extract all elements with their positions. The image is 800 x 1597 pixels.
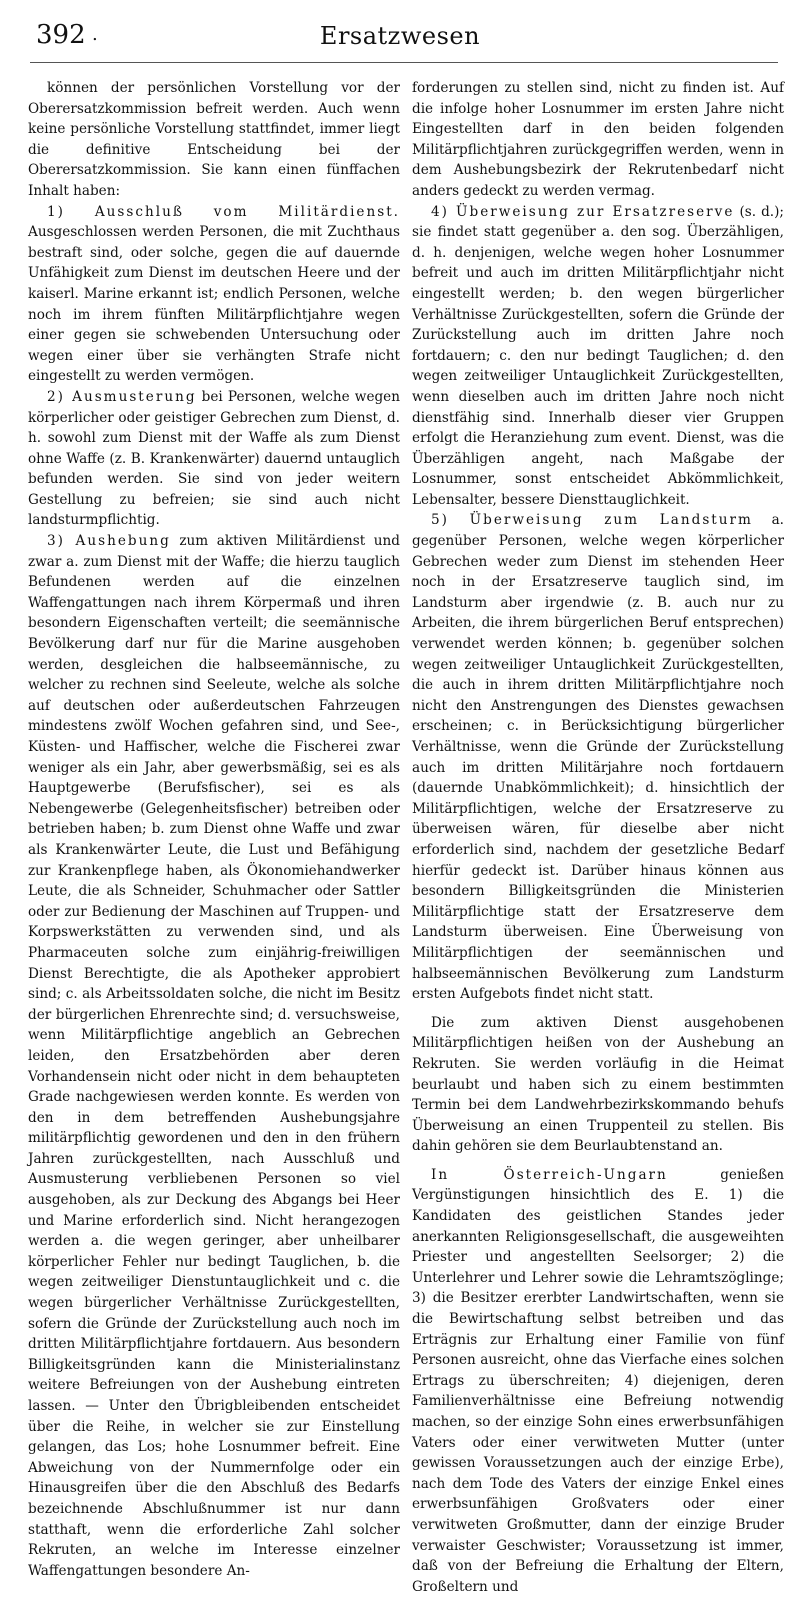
paragraph-r4 — [412, 1013, 784, 1157]
paragraph-label: 2) Ausmusterung — [47, 388, 197, 405]
paragraph-r3 — [412, 510, 784, 1004]
paragraph-r5 — [412, 1165, 784, 1597]
page-number: 392 — [36, 20, 86, 50]
paragraph-text: (s. d.); sie findet statt gegenüber a. den sog. Überzähligen, d. h. denjenigen, welche wegen hoher Losnummer befreit und auch im dritten Militärpflichtjahr nicht eingestellt werden; b. den wegen bürgerlicher Verhältnisse Zurückgestellten, sofern die Gründe der Zurückstellung auch im dritten Jahre noch fortdauern; c. den nur bedingt Tauglichen; d. den wegen zeitweiliger Untauglichkeit Zurückgestellten, wenn dieselben auch im dritten Jahre noch nicht dienstfähig sind. Innerhalb dieser vier Gruppen erfolgt die Heranziehung zum event. Dienst, was die Überzähligen angeht, nach Maßgabe der Losnummer, sonst entscheidet Abkömmlichkeit, Lebensalter, bessere Diensttauglichkeit. — [412, 203, 784, 508]
paragraph-l4 — [28, 531, 400, 1581]
paragraph-l2 — [28, 202, 400, 387]
paragraph-text: können der persönlichen Vorstellung vor der Oberersatzkommission befreit werden. Auch wenn keine persönliche Vorstellung stattfindet, immer liegt die definitive Entscheidung bei der Oberersatzkommission. Sie kann einen fünffachen Inhalt haben: — [28, 80, 400, 199]
paragraph-label: 4) Überweisung zur Ersatzreserve — [431, 203, 735, 220]
paragraph-text: a. gegenüber Personen, welche wegen körperlicher Gebrechen weder zum Dienst im stehenden Heer noch in der Ersatzreserve tauglich sind, im Landsturm aber irgendwie (z. B. auch nur zu Arbeiten, die ihrem bürgerlichen Beruf entsprechen) verwendet werden können; b. gegenüber solchen wegen zeitweiliger Untauglichkeit Zurückgestellten, die auch in ihrem dritten Militärpflichtjahre noch nicht den Anstrengungen des Dienstes gewachsen erscheinen; c. in Berücksichtigung bürgerlicher Verhältnisse, wenn die Gründe der Zurückstellung auch im dritten Militärjahre noch fortdauern (dauernde Unabkömmlichkeit); d. hinsichtlich der Militärpflichtigen, welche der Ersatzreserve zu überweisen wären, für dieselbe aber nicht erforderlich sind, nachdem der gesetzliche Bedarf hierfür gedeckt ist. Darüber hinaus können aus besondern Billigkeitsgründen die Ministerien Militärpflichtige statt der Ersatzreserve dem Landsturm überweisen. Eine Überweisung von Militärpflichtigen der seemännischen und halbseemännischen Bevölkerung zum Landsturm ersten Aufgebots findet nicht statt. — [412, 512, 785, 1003]
paragraph-label: 5) Überweisung zum Landsturm — [431, 512, 753, 529]
left-column — [28, 78, 400, 1579]
paragraph-text: Die zum aktiven Dienst ausgehobenen Militärpflichtigen heißen von der Aushebung an Rekruten. Sie werden vorläufig in die Heimat beurlaubt und haben sich zu einem bestimmten Termin bei dem Landwehrbezirkskommando behufs Überweisung an einen Truppenteil zu stellen. Bis dahin gehören sie dem Beurlaubtenstand an. — [412, 1014, 784, 1155]
paragraph-label: 3) Aushebung — [47, 533, 171, 550]
paragraph-l1 — [28, 78, 400, 202]
paragraph-text: bei Personen, welche wegen körperlicher oder geistiger Gebrechen zum Dienst, d. h. sowohl zum Dienst mit der Waffe als zum Dienst ohne Waffe (z. B. Krankenwärter) dauernd untauglich befunden werden. Sie sind von jeder weitern Gestellung zu befreien; sie sind auch nicht landsturmpflichtig. — [28, 388, 400, 529]
paragraph-label: In Österreich-Ungarn — [431, 1166, 668, 1183]
right-column — [412, 78, 785, 1595]
paragraph-r1 — [412, 78, 784, 202]
paragraph-label: 1) Ausschluß vom Militärdienst. — [47, 203, 400, 220]
page-header — [0, 0, 800, 60]
paragraph-text: Ausgeschlossen werden Personen, die mit Zuchthaus bestraft sind, oder solche, gegen die auf dauernde Unfähigkeit zum Dienst im deutschen Heere und der kaiserl. Marine erkannt ist; endlich Personen, welche noch im ihrem fünften Militärpflichtjahre wegen einer gegen sie schwebenden Untersuchung oder wegen einer über sie verhängten Strafe nicht eingestellt zu werden vermögen. — [28, 224, 400, 385]
header-rule — [30, 62, 778, 63]
paragraph-r2 — [412, 202, 784, 511]
paragraph-text: genießen Vergünstigungen hinsichtlich des E. 1) die Kandidaten des geistlichen Standes jeder anerkannten Religionsgesellschaft, die ausgeweihten Priester und angestellten Seelsorger; 2) die Unterlehrer und Lehrer sowie die Lehramtszöglinge; 3) die Besitzer ererbter Landwirtschaften, wenn sie die Bewirtschaftung selbst betreiben und das Erträgnis zur Erhaltung einer Familie von fünf Personen ausreicht, ohne das Vierfache eines solchen Ertrags zu überschreiten; 4) diejenigen, deren Familienverhältnisse eine Befreiung notwendig machen, so der einzige Sohn eines erwerbsunfähigen Vaters oder einer verwitweten Mutter (unter gewissen Voraussetzungen auch der einzige Erbe), nach dem Tode des Vaters der einzige Enkel eines erwerbsunfähigen Großvaters oder einer verwitweten Großmutter, dann der einzige Bruder verwaister Geschwister; Voraussetzung ist immer, daß von der Befreiung die Erhaltung der Eltern, Großeltern und — [412, 1166, 784, 1595]
header-dot: . — [92, 24, 98, 45]
paragraph-l3 — [28, 387, 400, 531]
running-title: Ersatzwesen — [319, 22, 481, 50]
paragraph-text: zum aktiven Militärdienst und zwar a. zum Dienst mit der Waffe; die hierzu tauglich Befundenen werden auf die einzelnen Waffengattungen nach ihrem Körpermaß und ihren besondern Eigenschaften verteilt; die seemännische Bevölkerung darf nur für die Marine ausgehoben werden, desgleichen die halbseemännische, zu welcher zu rechnen sind Seeleute, welche als solche auf deutschen oder außerdeutschen Fahrzeugen mindestens zwölf Wochen gefahren sind, und See-, Küsten- und Haffischer, welche die Fischerei zwar weniger als ein Jahr, aber gewerbsmäßig, sei es als Hauptgewerbe (Berufsfischer), sei es als Nebengewerbe (Gelegenheitsfischer) betreiben oder betrieben haben; b. zum Dienst ohne Waffe und zwar als Krankenwärter Leute, die Lust und Befähigung zur Krankenpflege haben, als Ökonomiehandwerker Leute, die als Schneider, Schuhmacher oder Sattler oder zur Bedienung der Maschinen auf Truppen- und Korpswerkstätten zu verwenden sind, und als Pharmaceuten solche zum einjährig-freiwilligen Dienst Berechtigte, die als Apotheker approbiert sind; c. als Arbeitssoldaten solche, die nicht im Besitz der bürgerlichen Ehrenrechte sind; d. versuchsweise, wenn Militärpflichtige angeblich an Gebrechen leiden, den Ersatzbehörden aber deren Vorhandensein nicht oder nicht in dem behaupteten Grade nachgewiesen werden konnte. Es werden von den in dem betreffenden Aushebungsjahre militärpflichtig gewordenen und den in den frühern Jahren zurückgestellten, nach Ausschluß und Ausmusterung verbliebenen Personen so viel ausgehoben, als zur Deckung des Abgangs bei Heer und Marine erforderlich sind. Nicht herangezogen werden a. die wegen geringer, aber unheilbarer körperlicher Fehler nur bedingt Tauglichen, b. die wegen zeitweiliger Dienstuntauglichkeit und c. die wegen bürgerlicher Verhältnisse Zurückgestellten, sofern die Gründe der Zurückstellung auch noch im dritten Militärpflichtjahre fortdauern. Aus besondern Billigkeitsgründen kann die Ministerialinstanz weitere Befreiungen von der Aushebung eintreten lassen. — Unter den Übrigbleibenden entscheidet über die Reihe, in welcher sie zur Einstellung gelangen, das Los; hohe Losnummer befreit. Eine Abweichung von der Nummernfolge oder ein Hinausgreifen über die den Abschluß des Bedarfs bezeichnende Abschlußnummer ist nur dann statthaft, wenn die erforderliche Zahl solcher Rekruten, an welche im Interesse einzelner Waffengattungen besondere An- — [28, 533, 400, 1579]
paragraph-text: forderungen zu stellen sind, nicht zu finden ist. Auf die infolge hoher Losnummer im ersten Jahre nicht Eingestellten darf in den beiden folgenden Militärpflichtjahren zurückgegriffen werden, wenn in dem Aushebungsbezirk der Rekrutenbedarf nicht anders gedeckt zu werden vermag. — [412, 80, 784, 199]
